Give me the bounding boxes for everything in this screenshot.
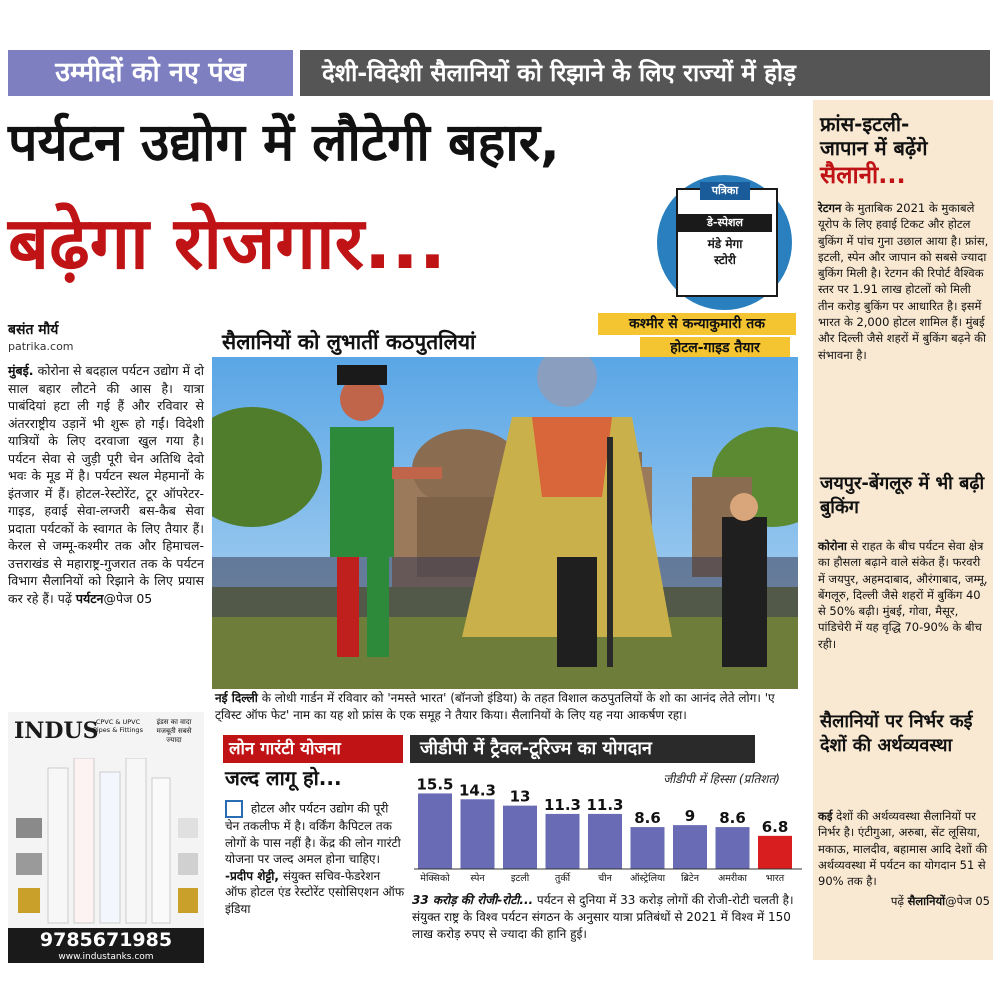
section-tag: उम्मीदों को नए पंख: [8, 50, 293, 96]
s2-text: से राहत के बीच पर्यटन सेवा क्षेत्र का हौसला बढ़ाने वाले संकेत हैं। फरवरी में जयपुर, अहमदाबाद, औरंगाबाद, जम्मू, बेंगलूरु, दिल्ली जैसे शहरों में बुकिंग 40 से 50% बढ़ी। मुंबई, गोवा, मैसूर, पांडिचेरी में यह वृद्धि 70-90% के बीच रही।: [818, 539, 988, 651]
bar-category-label: स्पेन: [470, 873, 485, 884]
ad-product: CPVC & UPVC Pipes & Fittings: [93, 718, 143, 734]
loan-speaker: -प्रदीप शेट्टी,: [225, 868, 279, 883]
kashmir-strap-2: होटल-गाइड तैयार: [640, 337, 790, 359]
badge-line3: स्टोरी: [714, 253, 736, 267]
s1-title-b: जापान में बढ़ेंगे: [820, 136, 928, 160]
pipes-illustration: [8, 758, 204, 926]
bar-category-label: ऑस्ट्रेलिया: [629, 873, 666, 884]
s3-lead: कई: [818, 809, 833, 823]
bar-value-label: 11.3: [543, 795, 582, 814]
top-strapline: देशी-विदेशी सैलानियों को रिझाने के लिए राज्यों में होड़: [300, 50, 990, 96]
caption-text: के लोधी गार्डन में रविवार को 'नमस्ते भारत' (बॉनजो इंडिया) के तहत विशाल कठपुतलियों के शो का आनंद लेते लोग। 'ए ट्विस्ट ऑफ फेट' नाम का यह शो फ्रांस के एक समूह ने तैयार किया। सैलानियों के लिए यह नया आकर्षण रहा।: [215, 691, 775, 722]
sidebar-more-prefix: पढ़ें: [890, 894, 904, 909]
headline-line2: बढ़ेगा रोजगार...: [8, 201, 447, 285]
lead-story: [8, 362, 204, 607]
sidebar-more-page: @पेज 05: [945, 894, 990, 909]
loan-quote-block: [225, 800, 405, 917]
lead-more-page: @पेज 05: [103, 590, 153, 606]
bar-1: [418, 793, 452, 869]
lead-place: मुंबई.: [8, 363, 34, 378]
chart-footnote: [412, 892, 800, 943]
ad-website[interactable]: www.industanks.com: [8, 951, 204, 963]
bar-value-label: 14.3: [458, 781, 497, 800]
author-site: patrika.com: [8, 340, 74, 353]
lead-more-link[interactable]: पर्यटन: [75, 590, 104, 606]
lead-text: कोरोना से बदहाल पर्यटन उद्योग में दो साल बहार लौटने की आस है। यात्रा पाबंदियां हटा ली गई हैं और रविवार से अंतरराष्ट्रीय उड़ानें भी शुरू हो गईं। विदेशी यात्रियों के लिए दरवाजा खुल गया है। पर्यटन सेवा से जुड़ी पूरी चेन अतिथि देवो भवः के मूड में है। पर्यटन स्थल मेहमानों के इंतजार में हैं। होटल-रेस्टोरेंट, टूर ऑपरेटर-गाइड, हवाई सेवा-लग्जरी बस-कैब सेवा प्रदाता पर्यटकों के स्वागत के लिए तैयार हैं। केरल से जम्मू-कश्मीर तक और हिमाचल-उत्तराखंड से महाराष्ट्र-गुजरात तक के पर्यटन विभाग सैलानियों को रिझाने के लिए प्रयास कर रहे हैं।: [8, 363, 204, 606]
kashmir-strap-1: कश्मीर से कन्याकुमारी तक: [598, 313, 796, 335]
bar-value-label: 13: [509, 787, 531, 806]
badge-line1: डे-स्पेशल: [678, 214, 772, 232]
photo-illustration: [212, 357, 798, 689]
chart-title: जीडीपी में ट्रैवल-टूरिज्म का योगदान: [410, 735, 755, 763]
sidebar-text-2: [818, 538, 990, 652]
s2-lead: कोरोना: [818, 539, 847, 553]
gdp-bar-chart: [410, 765, 805, 885]
bar-7: [673, 825, 707, 869]
sidebar-text-3: [818, 808, 990, 910]
photo-title: सैलानियों को लुभातीं कठपुतलियां: [222, 330, 476, 354]
bar-8: [716, 827, 750, 869]
bar-9: [758, 836, 792, 869]
loan-designation: संयुक्त सचिव-फेडरेशन ऑफ होटल एंड रेस्टोरेंट एसोसिएशन ऑफ इंडिया: [225, 868, 405, 916]
s1-title-a: फ्रांस-इटली-: [820, 112, 910, 136]
quote-icon: [225, 800, 243, 818]
sidebar-title-2: जयपुर-बेंगलूरु में भी बढ़ी बुकिंग: [820, 473, 985, 518]
indus-advertisement[interactable]: [8, 712, 204, 962]
ad-brand: INDUS: [14, 718, 99, 744]
bar-category-label: भारत: [765, 873, 785, 884]
chart-foot-lead: 33 करोड़ की रोजी-रोटी...: [412, 893, 534, 907]
bar-6: [631, 827, 665, 869]
bar-value-label: 9: [684, 807, 696, 826]
s1-text: के मुताबिक 2021 के मुकाबले यूरोप के लिए हवाई टिकट और होटल बुकिंग में पांच गुना उछाल आया है। फ्रांस, इटली, स्पेन और जापान को सबसे ज्यादा बुकिंग मिली है। रेटगन की रिपोर्ट वैश्विक स्तर पर 1.91 लाख होटलों को मिली तीन करोड़ बुकिंग पर आधारित है। इसमें भारत के 2,000 होटल शामिल हैं। मुंबई और दिल्ली जैसे शहरों में बुकिंग बढ़ने की संभावना है।: [818, 201, 989, 362]
author-name: बसंत मौर्य: [8, 322, 59, 338]
badge-line2: मंडे मेगा: [707, 237, 743, 251]
sidebar-title-1: [820, 112, 990, 190]
caption-place: नई दिल्ली: [215, 691, 258, 705]
bar-4: [546, 814, 580, 869]
chart-ylabel: जीडीपी में हिस्सा (प्रतिशत): [663, 772, 780, 786]
s1-title-c: सैलानी...: [820, 161, 906, 189]
bar-3: [503, 806, 537, 869]
bar-category-label: ब्रिटेन: [681, 873, 699, 884]
ad-tagline: इंडस का वादा मजबूती सबसे ज्यादा: [156, 718, 192, 744]
puppet-show-photo: [212, 357, 798, 689]
bar-category-label: इटली: [510, 873, 530, 884]
loan-title: लोन गारंटी योजना: [223, 735, 403, 763]
ad-phone[interactable]: 9785671985: [8, 928, 204, 952]
photo-caption: [215, 690, 795, 724]
headline-line1: पर्यटन उद्योग में लौटेगी बहार,: [8, 113, 560, 173]
sidebar-text-1: [818, 200, 990, 363]
bar-value-label: 6.8: [761, 817, 789, 836]
sidebar-title-3: सैलानियों पर निर्भर कई देशों की अर्थव्यवस्था: [820, 711, 973, 756]
bar-value-label: 15.5: [416, 775, 454, 794]
chart-foot-text: पर्यटन से दुनिया में 33 करोड़ लोगों की रोजी-रोटी चलती है। संयुक्त राष्ट्र के विश्व पर्यटन संगठन के अनुसार यात्रा प्रतिबंधों से 2021 में विश्व में 150 लाख करोड़ रुपए से ज्यादा की हानि हुई।: [412, 893, 794, 941]
bar-value-label: 11.3: [586, 795, 624, 814]
s3-text: देशों की अर्थव्यवस्था सैलानियों पर निर्भर है। एंटीगुआ, अरुबा, सेंट लूसिया, मकाऊ, मालदीव, बहामास आदि देशों की अर्थव्यवस्था में पर्यटन का योगदान 51 से 90% तक है।: [818, 809, 988, 889]
bar-value-label: 8.6: [719, 809, 746, 828]
badge-lines: [678, 236, 772, 268]
loan-subtitle: जल्द लागू हो...: [225, 766, 342, 790]
s1-lead: रेटगन: [818, 201, 842, 215]
bar-5: [588, 814, 622, 869]
bar-2: [461, 799, 495, 869]
bar-value-label: 8.6: [634, 809, 661, 828]
lead-more-prefix: पढ़ें: [57, 590, 72, 606]
bar-category-label: चीन: [598, 873, 612, 884]
bar-category-label: मेक्सिको: [420, 873, 450, 884]
loan-quote: होटल और पर्यटन उद्योग की पूरी चेन तकलीफ में है। वर्किंग कैपिटल तक लोगों के पास नहीं है। केंद्र की लोन गारंटी योजना पर जल्द अमल होना चाहिए।: [225, 801, 401, 866]
badge-brand: पत्रिका: [700, 182, 750, 200]
sidebar-more-link[interactable]: सैलानियों: [907, 894, 946, 909]
bar-category-label: तुर्की: [554, 873, 571, 884]
bar-category-label: अमरीका: [717, 873, 748, 884]
